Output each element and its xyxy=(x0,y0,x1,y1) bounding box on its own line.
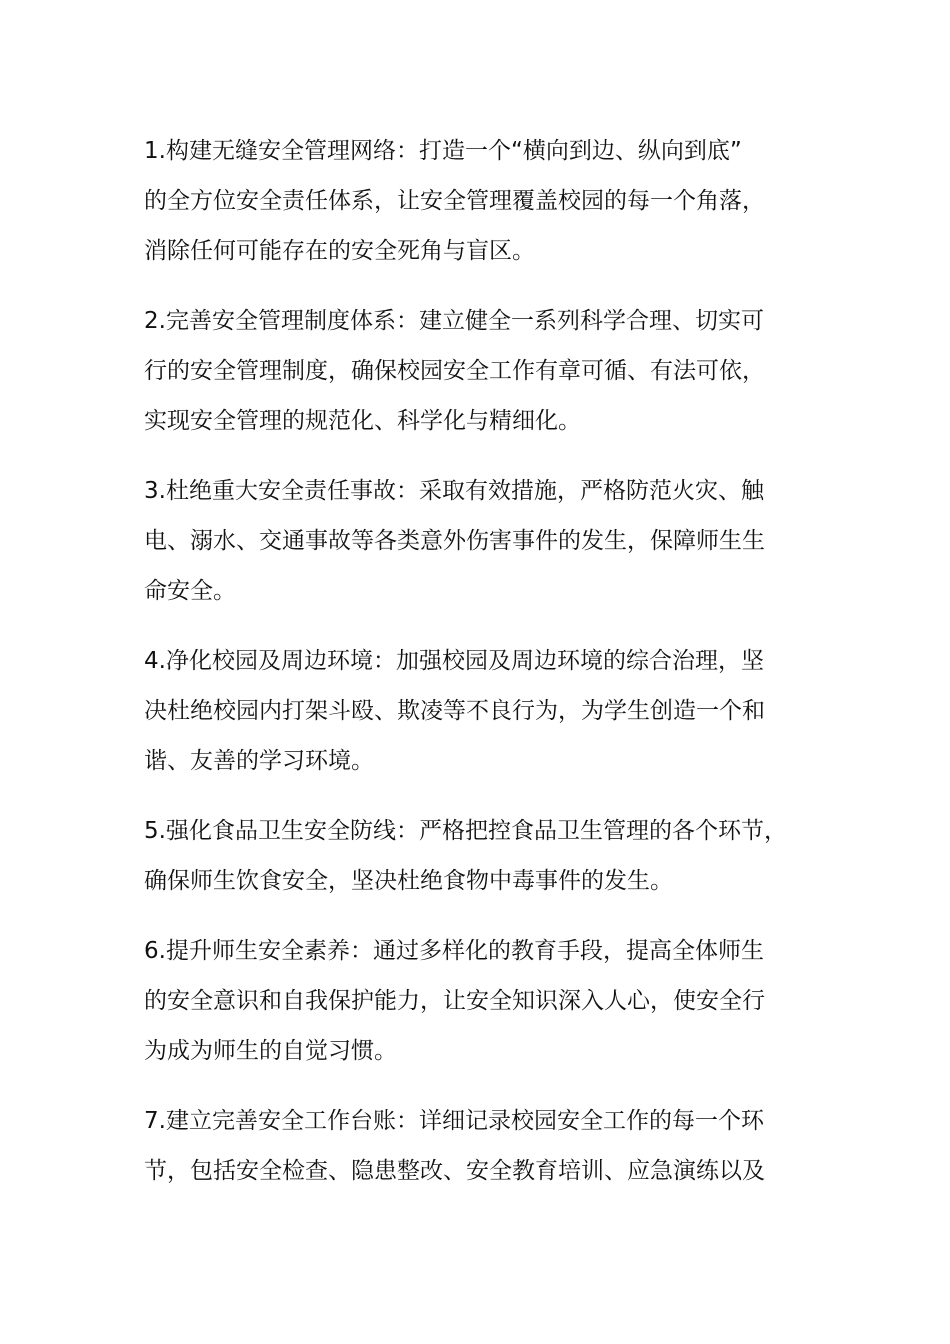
paragraph-4 xyxy=(144,636,820,786)
paragraph-line: 谐、友善的学习环境。 xyxy=(144,748,374,774)
paragraph-2 xyxy=(144,296,820,446)
paragraph-line: 决杜绝校园内打架斗殴、欺凌等不良行为，为学生创造一个和 xyxy=(144,698,765,724)
paragraph-line: 电、溺水、交通事故等各类意外伤害事件的发生，保障师生生 xyxy=(144,528,765,554)
paragraph-line: 实现安全管理的规范化、科学化与精细化。 xyxy=(144,408,581,434)
paragraph-5 xyxy=(144,806,820,906)
paragraph-line: 为成为师生的自觉习惯。 xyxy=(144,1038,397,1064)
paragraph-line: 3.杜绝重大安全责任事故：采取有效措施，严格防范火灾、触 xyxy=(144,478,764,504)
paragraph-line: 命安全。 xyxy=(144,578,236,604)
paragraph-line: 2.完善安全管理制度体系：建立健全一系列科学合理、切实可 xyxy=(144,308,764,334)
paragraph-line: 的全方位安全责任体系，让安全管理覆盖校园的每一个角落， xyxy=(144,188,765,214)
paragraph-3 xyxy=(144,466,820,616)
paragraph-line: 行的安全管理制度，确保校园安全工作有章可循、有法可依， xyxy=(144,358,765,384)
paragraph-line: 节，包括安全检查、隐患整改、安全教育培训、应急演练以及 xyxy=(144,1158,765,1184)
paragraph-line: 5.强化食品卫生安全防线：严格把控食品卫生管理的各个环节， xyxy=(144,818,787,844)
paragraph-line: 1.构建无缝安全管理网络：打造一个“横向到边、纵向到底” xyxy=(144,138,742,164)
paragraph-line: 确保师生饮食安全，坚决杜绝食物中毒事件的发生。 xyxy=(144,868,673,894)
document-body xyxy=(144,126,820,1216)
paragraph-6 xyxy=(144,926,820,1076)
paragraph-line: 7.建立完善安全工作台账：详细记录校园安全工作的每一个环 xyxy=(144,1108,764,1134)
paragraph-line: 消除任何可能存在的安全死角与盲区。 xyxy=(144,238,535,264)
paragraph-7 xyxy=(144,1096,820,1196)
paragraph-line: 的安全意识和自我保护能力，让安全知识深入人心，使安全行 xyxy=(144,988,765,1014)
paragraph-line: 6.提升师生安全素养：通过多样化的教育手段，提高全体师生 xyxy=(144,938,764,964)
paragraph-1 xyxy=(144,126,820,276)
paragraph-line: 4.净化校园及周边环境：加强校园及周边环境的综合治理，坚 xyxy=(144,648,764,674)
